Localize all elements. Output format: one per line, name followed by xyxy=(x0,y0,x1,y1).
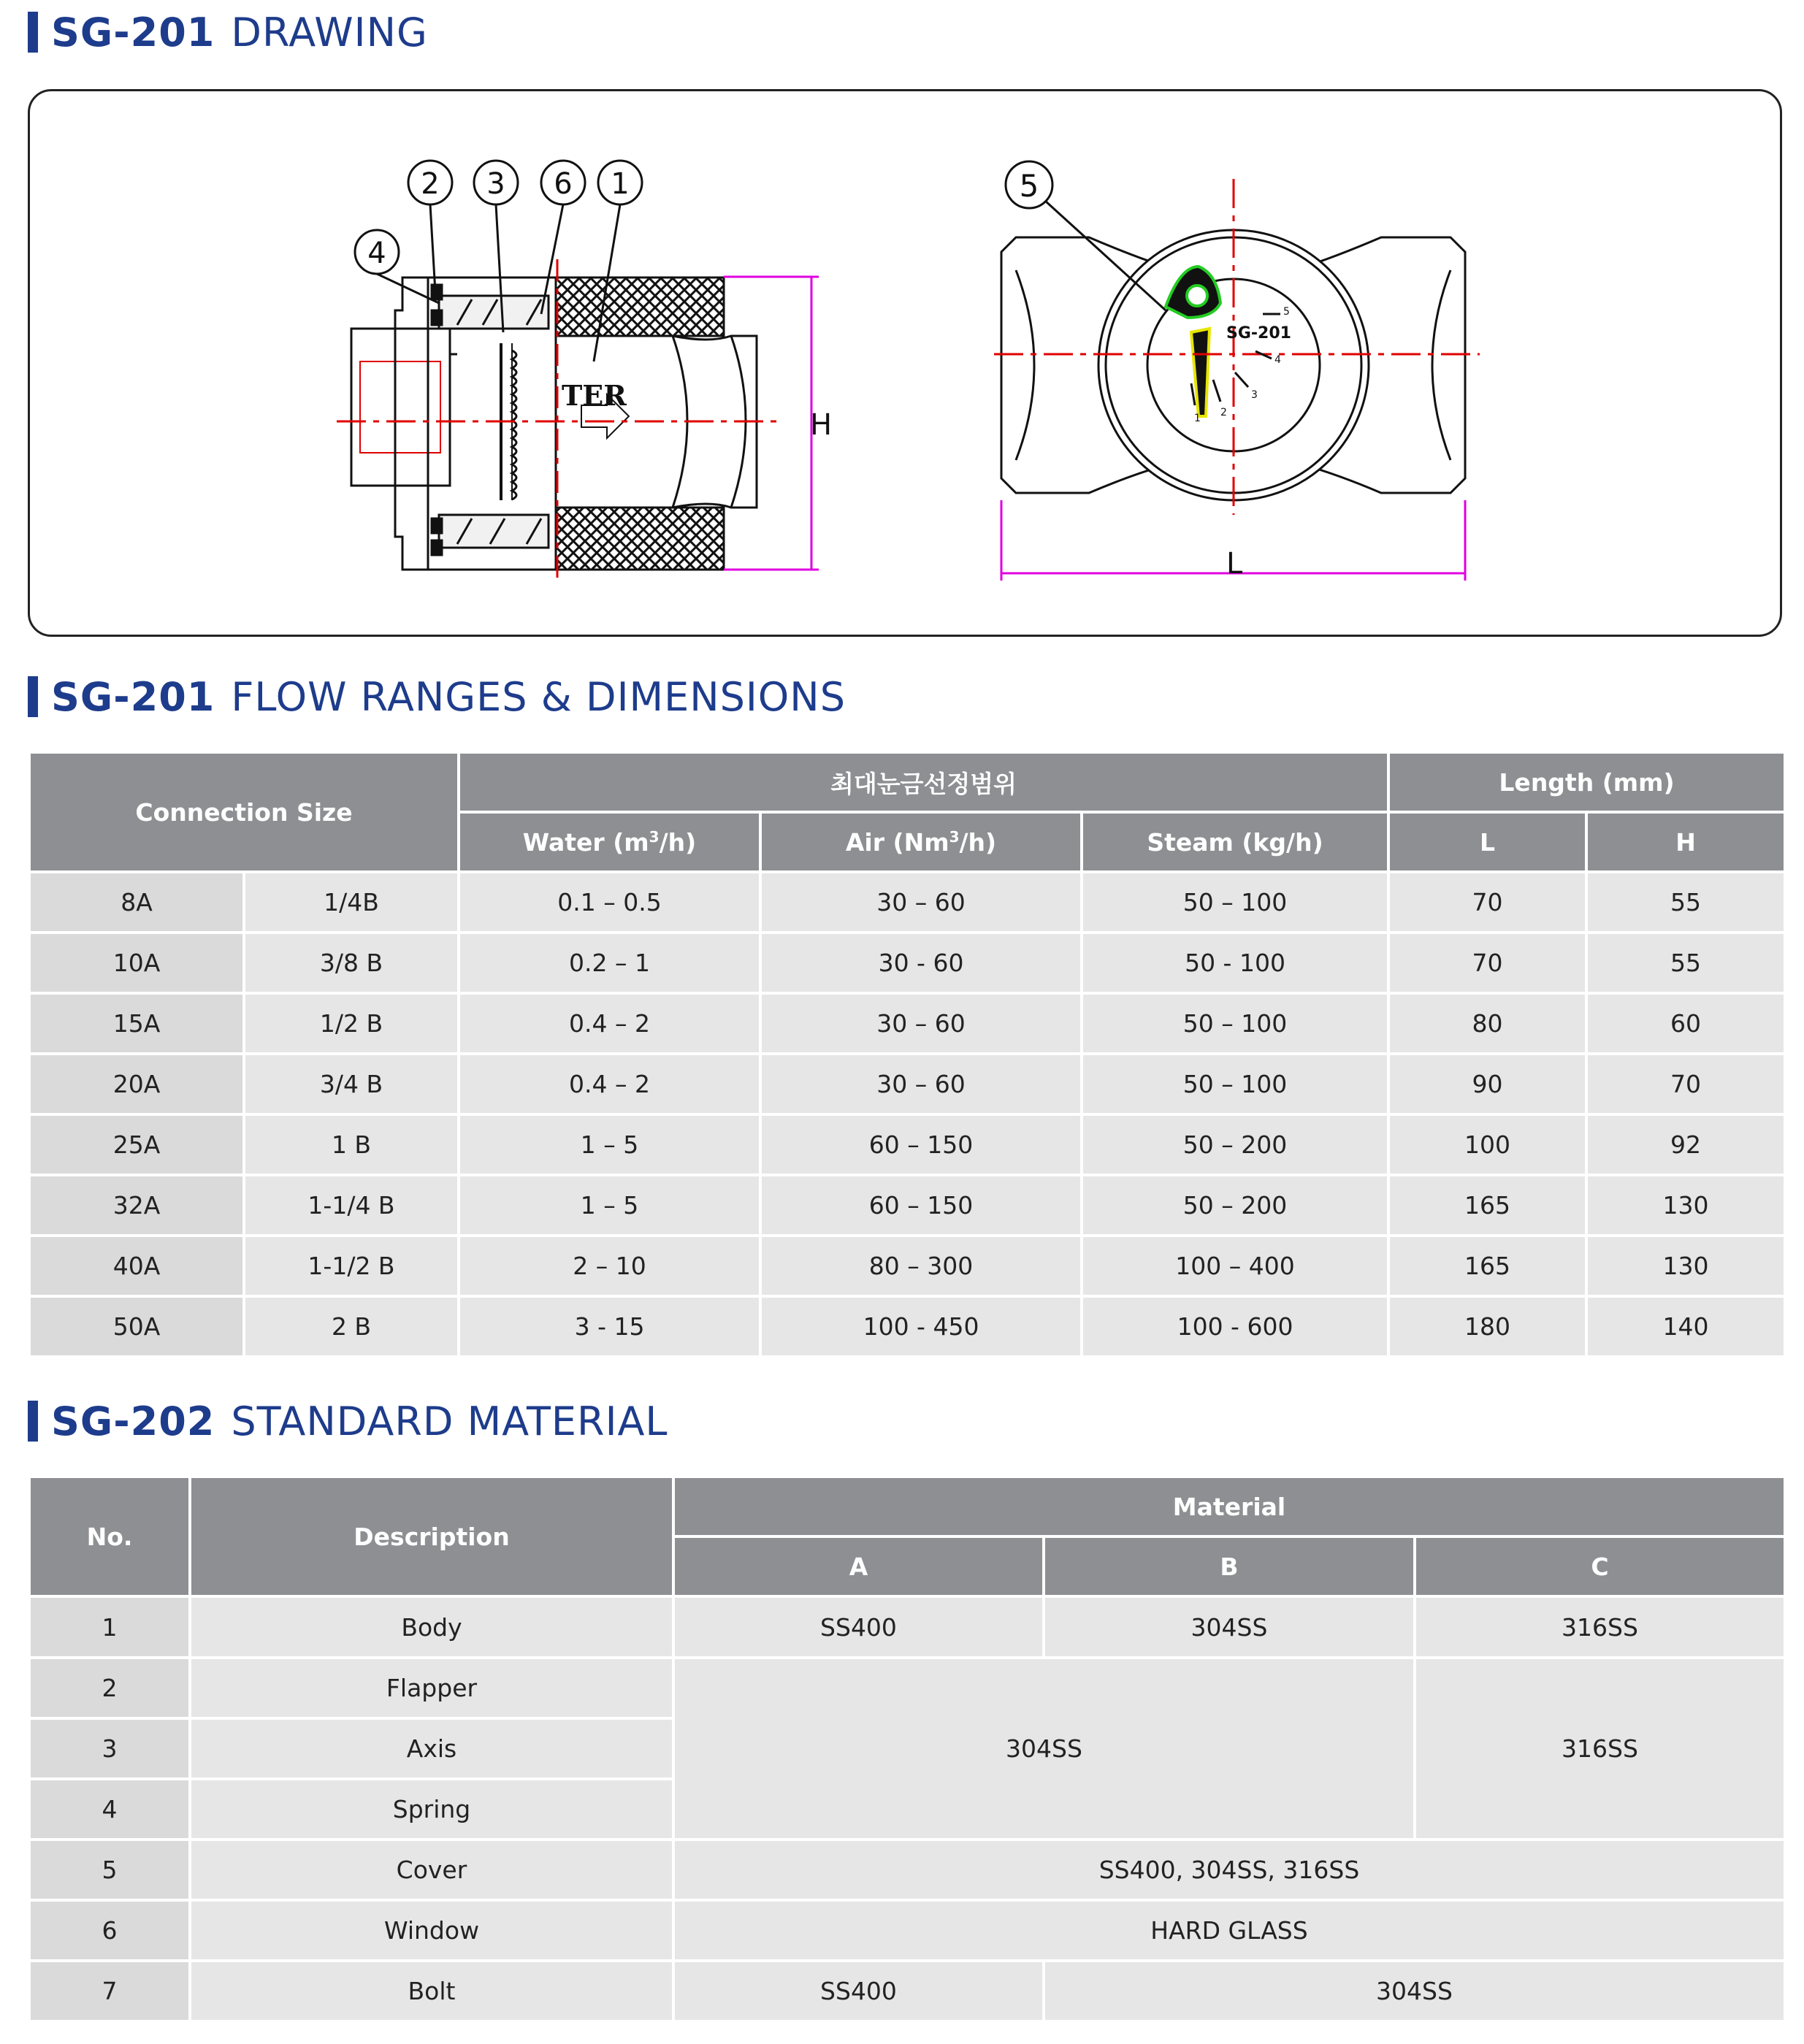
cell-l: 165 xyxy=(1388,1236,1586,1296)
dial-mark-4: 4 xyxy=(1274,354,1281,366)
section-code: SG-201 xyxy=(51,673,215,720)
cell-size-b: 1/4B xyxy=(244,872,459,933)
cell-size-b: 3/4 B xyxy=(244,1054,459,1114)
cell-l: 90 xyxy=(1388,1054,1586,1114)
callout-1: 1 xyxy=(611,167,630,201)
cell-size-a: 32A xyxy=(29,1175,244,1236)
cell-no: 2 xyxy=(29,1658,190,1718)
cell-material-bc: 304SS xyxy=(1044,1961,1785,2021)
cell-steam: 50 - 100 xyxy=(1082,933,1388,993)
title-bar xyxy=(28,12,38,53)
cell-no: 5 xyxy=(29,1840,190,1900)
header-range-group: 최대눈금선정범위 xyxy=(459,752,1388,812)
section-title-material xyxy=(28,1399,668,1443)
table-row xyxy=(29,1114,1785,1175)
cell-no: 3 xyxy=(29,1718,190,1779)
table-row xyxy=(29,1961,1785,2021)
cell-water: 0.1 – 0.5 xyxy=(459,872,760,933)
cell-steam: 50 – 100 xyxy=(1082,993,1388,1054)
cell-material-ab-merged: 304SS xyxy=(673,1658,1415,1840)
header-l: L xyxy=(1388,812,1586,872)
cell-description: Flapper xyxy=(190,1658,673,1718)
cell-h: 55 xyxy=(1586,933,1785,993)
cell-air: 80 – 300 xyxy=(760,1236,1082,1296)
cell-air: 60 – 150 xyxy=(760,1175,1082,1236)
dial-mark-2: 2 xyxy=(1220,407,1227,418)
cell-steam: 100 – 400 xyxy=(1082,1236,1388,1296)
drawing-panel xyxy=(28,89,1782,637)
cell-material-all: SS400, 304SS, 316SS xyxy=(673,1840,1785,1900)
header-water: Water $(m^3/h)$ xyxy=(459,812,760,872)
cell-size-a: 15A xyxy=(29,993,244,1054)
cell-size-b: 1-1/4 B xyxy=(244,1175,459,1236)
cell-size-b: 1-1/2 B xyxy=(244,1236,459,1296)
cell-size-a: 50A xyxy=(29,1296,244,1357)
header-material-a: A xyxy=(673,1536,1044,1596)
cell-air: 30 - 60 xyxy=(760,933,1082,993)
cell-description: Axis xyxy=(190,1718,673,1779)
cell-steam: 50 – 100 xyxy=(1082,872,1388,933)
cell-h: 70 xyxy=(1586,1054,1785,1114)
header-air: Air (Nm$^3$/h) xyxy=(760,812,1082,872)
callout-5: 5 xyxy=(1019,168,1039,204)
dial-mark-1: 1 xyxy=(1194,413,1201,424)
table-row xyxy=(29,1236,1785,1296)
cell-l: 80 xyxy=(1388,993,1586,1054)
cell-l: 70 xyxy=(1388,872,1586,933)
table-row xyxy=(29,1840,1785,1900)
cell-no: 1 xyxy=(29,1596,190,1658)
dial-mark-5: 5 xyxy=(1283,306,1290,318)
cell-water: 0.2 – 1 xyxy=(459,933,760,993)
table-row xyxy=(29,1175,1785,1236)
callout-6: 6 xyxy=(554,167,573,201)
title-bar xyxy=(28,1401,38,1442)
cell-l: 165 xyxy=(1388,1175,1586,1236)
cell-air: 30 – 60 xyxy=(760,1054,1082,1114)
table-row xyxy=(29,1296,1785,1357)
table-row xyxy=(29,872,1785,933)
cell-air: 30 – 60 xyxy=(760,993,1082,1054)
cell-size-a: 20A xyxy=(29,1054,244,1114)
cell-steam: 50 – 100 xyxy=(1082,1054,1388,1114)
standard-material-table xyxy=(28,1475,1786,2023)
section-title-drawing xyxy=(28,10,428,54)
section-heading: FLOW RANGES & DIMENSIONS xyxy=(231,673,846,720)
cell-material-b: 304SS xyxy=(1044,1596,1415,1658)
section-code: SG-202 xyxy=(51,1398,215,1444)
cell-description: Window xyxy=(190,1900,673,1961)
header-material: Material xyxy=(673,1477,1785,1536)
header-h: H xyxy=(1586,812,1785,872)
cell-steam: 50 – 200 xyxy=(1082,1175,1388,1236)
cell-air: 30 – 60 xyxy=(760,872,1082,933)
cell-size-a: 25A xyxy=(29,1114,244,1175)
cell-size-a: 40A xyxy=(29,1236,244,1296)
table-row xyxy=(29,1900,1785,1961)
cell-material-all: HARD GLASS xyxy=(673,1900,1785,1961)
cell-l: 70 xyxy=(1388,933,1586,993)
table-row xyxy=(29,1596,1785,1658)
cell-description: Spring xyxy=(190,1779,673,1840)
cell-h: 55 xyxy=(1586,872,1785,933)
dial-mark-3: 3 xyxy=(1251,389,1258,401)
cell-description: Bolt xyxy=(190,1961,673,2021)
cell-water: 2 – 10 xyxy=(459,1236,760,1296)
dial-label: SG-201 xyxy=(1226,324,1291,342)
cell-h: 130 xyxy=(1586,1236,1785,1296)
cell-size-b: 2 B xyxy=(244,1296,459,1357)
section-heading: STANDARD MATERIAL xyxy=(231,1398,668,1444)
callout-2: 2 xyxy=(421,167,440,201)
cell-h: 60 xyxy=(1586,993,1785,1054)
cell-steam: 50 – 200 xyxy=(1082,1114,1388,1175)
l-dimension-label: L xyxy=(1226,547,1243,581)
ter-label: TER xyxy=(562,379,627,412)
h-dimension-label: H xyxy=(810,408,833,442)
cell-material-a: SS400 xyxy=(673,1961,1044,2021)
cell-size-b: 3/8 B xyxy=(244,933,459,993)
cell-water: 0.4 – 2 xyxy=(459,1054,760,1114)
header-no: No. xyxy=(29,1477,190,1596)
callout-4: 4 xyxy=(367,237,386,270)
cell-no: 7 xyxy=(29,1961,190,2021)
cell-material-c: 316SS xyxy=(1415,1596,1785,1658)
cell-air: 60 – 150 xyxy=(760,1114,1082,1175)
section-title-flow xyxy=(28,675,846,719)
cell-size-a: 8A xyxy=(29,872,244,933)
table-row xyxy=(29,933,1785,993)
cell-h: 92 xyxy=(1586,1114,1785,1175)
section-code: SG-201 xyxy=(51,9,215,55)
cell-h: 140 xyxy=(1586,1296,1785,1357)
cell-h: 130 xyxy=(1586,1175,1785,1236)
header-steam: Steam (kg/h) xyxy=(1082,812,1388,872)
cell-water: 0.4 – 2 xyxy=(459,993,760,1054)
cell-water: 3 - 15 xyxy=(459,1296,760,1357)
cell-description: Cover xyxy=(190,1840,673,1900)
cell-no: 4 xyxy=(29,1779,190,1840)
cell-steam: 100 - 600 xyxy=(1082,1296,1388,1357)
header-material-c: C xyxy=(1415,1536,1785,1596)
cell-material-a: SS400 xyxy=(673,1596,1044,1658)
technical-drawing xyxy=(30,91,1784,639)
header-description: Description xyxy=(190,1477,673,1596)
side-section-view xyxy=(351,277,757,570)
table-row xyxy=(29,993,1785,1054)
header-connection-size: Connection Size xyxy=(29,752,459,872)
table-row xyxy=(29,1658,1785,1718)
callout-3: 3 xyxy=(486,167,505,201)
flow-ranges-table xyxy=(28,751,1786,1358)
section-heading: DRAWING xyxy=(231,9,428,55)
title-bar xyxy=(28,676,38,717)
cell-size-a: 10A xyxy=(29,933,244,993)
header-length-group: Length (mm) xyxy=(1388,752,1785,812)
cell-no: 6 xyxy=(29,1900,190,1961)
cell-l: 180 xyxy=(1388,1296,1586,1357)
cell-size-b: 1/2 B xyxy=(244,993,459,1054)
cell-l: 100 xyxy=(1388,1114,1586,1175)
cell-air: 100 - 450 xyxy=(760,1296,1082,1357)
cell-description: Body xyxy=(190,1596,673,1658)
cell-size-b: 1 B xyxy=(244,1114,459,1175)
cell-water: 1 – 5 xyxy=(459,1175,760,1236)
pivot-circle xyxy=(1187,286,1207,306)
cell-water: 1 – 5 xyxy=(459,1114,760,1175)
header-material-b: B xyxy=(1044,1536,1415,1596)
table-row xyxy=(29,1054,1785,1114)
cell-material-c-merged: 316SS xyxy=(1415,1658,1785,1840)
h-dimension xyxy=(724,277,819,570)
